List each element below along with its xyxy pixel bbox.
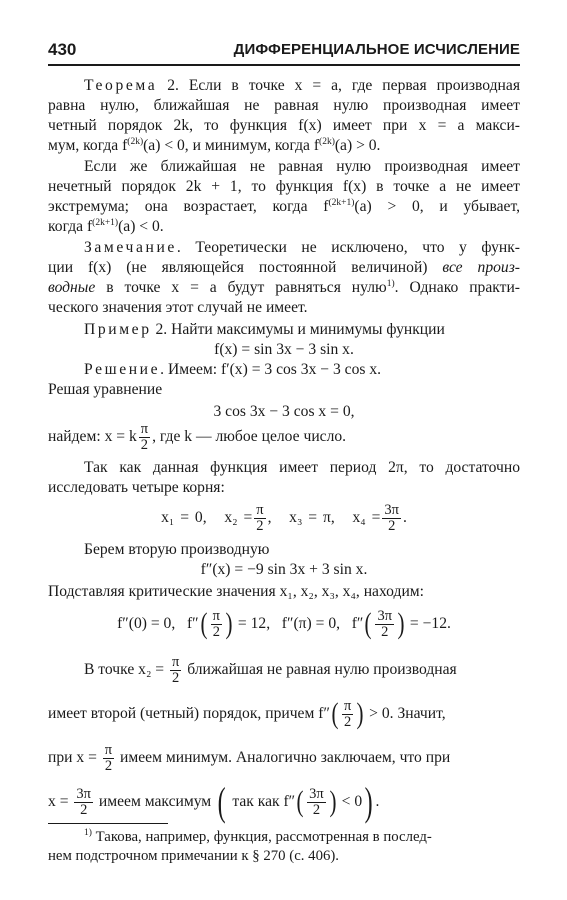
remark-text-3c: . Однако практи- <box>394 279 520 296</box>
footnote-line-2: нем подстрочном примечании к § 270 (с. 406). <box>48 848 339 864</box>
value-fpi2-pre: f″ <box>186 615 199 632</box>
frac-den: 2 <box>256 517 264 534</box>
solution-text: . Имеем: f′(x) = 3 cos 3x − 3 cos x. <box>160 361 382 378</box>
footnote-ref: 1) <box>386 279 395 289</box>
second-intro: Берем вторую производную <box>84 541 270 558</box>
frac-den: 2 <box>212 623 220 640</box>
frac-3pi-2 <box>382 503 401 534</box>
root-x4: x₄ = <box>352 509 381 526</box>
remark-text-3a: водные <box>48 279 96 296</box>
subst-line: Подставляя критические значения x₁, x₂, x₃, x₄, находим: <box>48 583 425 600</box>
remark-line-3 <box>48 278 520 297</box>
conclusion-text-2a: имеет второй (четный) порядок, причем f″ <box>48 705 330 722</box>
theorem-line-4: мум, когда $f^{(2k)}(a) < 0$, и минимум, когда $f^{(2k)}(a) > 0$. <box>48 137 381 154</box>
frac-den: 2 <box>312 801 321 818</box>
frac-num: 3π <box>384 501 399 518</box>
odd-line-2: нечетный порядок 2k + 1, то функция f(x) в точке a не имеет <box>48 178 520 195</box>
frac-num: 3π <box>377 607 393 624</box>
frac-den: 2 <box>140 436 149 453</box>
conclusion-text-4c: так как f″ <box>232 793 296 810</box>
period-line-1: Так как данная функция имеет период 2π, то достаточно <box>84 459 520 476</box>
conclusion-text-2b: > 0. Значит, <box>369 705 446 722</box>
conclusion-text-3a: при x = <box>48 749 97 766</box>
conclusion-line-4: x = $\frac{3\pi}{2}$ имеем максимум ( так как f″( $\frac{3\pi}{2}$ ) < 0) . <box>48 779 380 825</box>
header-rule <box>48 64 520 66</box>
conclusion-line-2: имеет второй (четный) порядок, причем f″( $\frac{\pi}{2}$ ) > 0. Значит, <box>48 697 446 731</box>
value-f3pi2-pre: f″ <box>351 615 364 632</box>
footnote-rule <box>48 823 168 824</box>
frac-pi-2 <box>211 609 222 640</box>
frac-num: π <box>343 697 352 714</box>
footnote-mark: 1) <box>84 828 92 838</box>
conclusion-text-3b: имеем минимум. Аналогично заключаем, что при <box>120 749 451 766</box>
frac-num: π <box>212 607 220 624</box>
root-x1: x₁ = 0, <box>161 509 207 526</box>
frac-num: π <box>256 501 264 518</box>
solution-label: Решение <box>84 361 161 378</box>
example-text: 2. Найти максимумы и минимумы функции <box>151 321 445 338</box>
remark-label: Замечание <box>84 239 177 256</box>
frac-den: 2 <box>381 623 389 640</box>
example-line <box>84 320 520 339</box>
value-fpi: f″(π) = 0, <box>281 615 341 632</box>
conclusion-text-1a: В точке x₂ = <box>84 661 165 678</box>
frac-pi-2 <box>170 655 181 686</box>
frac-pi-2 <box>103 743 114 774</box>
period-line-2: исследовать четыре корня: <box>48 479 225 496</box>
values-line: f″(0) = 0, f″( $\frac{\pi}{2}$ ) = 12, f″(π) = 0, f″( $\frac{3\pi}{2}$ ) = −12. <box>117 607 451 641</box>
conclusion-line-3 <box>48 738 520 778</box>
frac-den: 2 <box>80 801 88 818</box>
conclusion-text-1b: ближайшая не равная нулю производная <box>187 661 457 678</box>
root-x3: x₃ = π, <box>289 509 335 526</box>
remark-text-2b: все произ- <box>442 259 520 276</box>
frac-num: 3π <box>309 785 324 802</box>
found-line <box>48 420 520 454</box>
frac-den: 2 <box>172 669 180 686</box>
example-label: Пример <box>84 321 152 338</box>
frac-num: π <box>104 741 113 758</box>
value-fpi2-post: = 12, <box>237 615 271 632</box>
frac-pi-2 <box>254 503 265 534</box>
conclusion-text-4b: имеем максимум <box>98 793 212 810</box>
solution-line <box>84 360 520 379</box>
frac-den: 2 <box>343 713 352 730</box>
conclusion-text-4d: < 0 <box>341 793 363 810</box>
conclusion-text-4e: . <box>375 793 380 810</box>
running-title: ДИФФЕРЕНЦИАЛЬНОЕ ИСЧИСЛЕНИЕ <box>233 41 520 58</box>
remark-line-2 <box>48 258 520 277</box>
value-f0: f″(0) = 0, <box>117 615 176 632</box>
frac-3pi-2 <box>307 787 326 818</box>
remark-text-1: . Теоретически не исключено, что у функ- <box>176 239 520 256</box>
frac-den: 2 <box>388 517 396 534</box>
roots-end: . <box>403 509 407 526</box>
found-text-b: , где k — любое целое число. <box>152 428 347 445</box>
theorem-line-3: четный порядок 2k, то функция f(x) имеет при x = a макси- <box>48 117 520 134</box>
value-f3pi2-post: = −12. <box>409 615 451 632</box>
frac-den: 2 <box>104 757 113 774</box>
remark-text-3b: в точке x = a будут равняться нулю <box>95 279 387 296</box>
frac-3pi-2 <box>375 609 394 640</box>
odd-line-1: Если же ближайшая не равная нулю производная имеет <box>84 158 520 175</box>
theorem-text-1: 2. Если в точке x = a, где первая производная <box>157 77 520 94</box>
found-text-a: найдем: x = k <box>48 428 137 445</box>
theorem-line-2: равна нулю, ближайшая не равная нулю производная имеет <box>48 97 520 114</box>
frac-pi-2 <box>342 699 353 730</box>
root-x2: x₂ = <box>224 509 253 526</box>
conclusion-line-1 <box>84 650 520 690</box>
page-header <box>48 40 520 62</box>
example-formula: f(x) = sin 3x − 3 sin x. <box>214 341 354 358</box>
roots-line: x₁ = 0, x₂ = $\frac{\pi}{2}$ , x₃ = π, x₄ = $\frac{3\pi}{2}$ . <box>161 501 407 534</box>
footnote-text-1: Такова, например, функция, рассмотренная в послед- <box>95 829 432 845</box>
frac-num: π <box>140 420 149 437</box>
frac-num: 3π <box>76 785 91 802</box>
odd-line-4: когда $f^{(2k+1)}(a) < 0$. <box>48 218 164 235</box>
odd-line-3: экстремума; она возрастает, когда $f^{(2k+1)}(a) > 0$, и убывает, <box>48 198 520 215</box>
page-number: 430 <box>48 40 77 59</box>
remark-line-4: ческого значения этот случай не имеет. <box>48 299 308 316</box>
conclusion-text-4a: x = <box>48 793 69 810</box>
solving-text: Решая уравнение <box>48 381 163 398</box>
frac-num: π <box>171 653 180 670</box>
frac-pi-2 <box>139 422 150 453</box>
theorem-line-1 <box>84 76 520 95</box>
second-formula: f″(x) = −9 sin 3x + 3 sin x. <box>200 561 368 578</box>
remark-line-1 <box>84 238 520 257</box>
theorem-label: Теорема <box>84 77 158 94</box>
frac-3pi-2 <box>74 787 93 818</box>
footnote-line-1 <box>84 828 520 847</box>
equation: 3 cos 3x − 3 cos x = 0, <box>213 403 355 420</box>
remark-text-2a: ции f(x) (не являющейся постоянной величиной) <box>48 259 443 276</box>
